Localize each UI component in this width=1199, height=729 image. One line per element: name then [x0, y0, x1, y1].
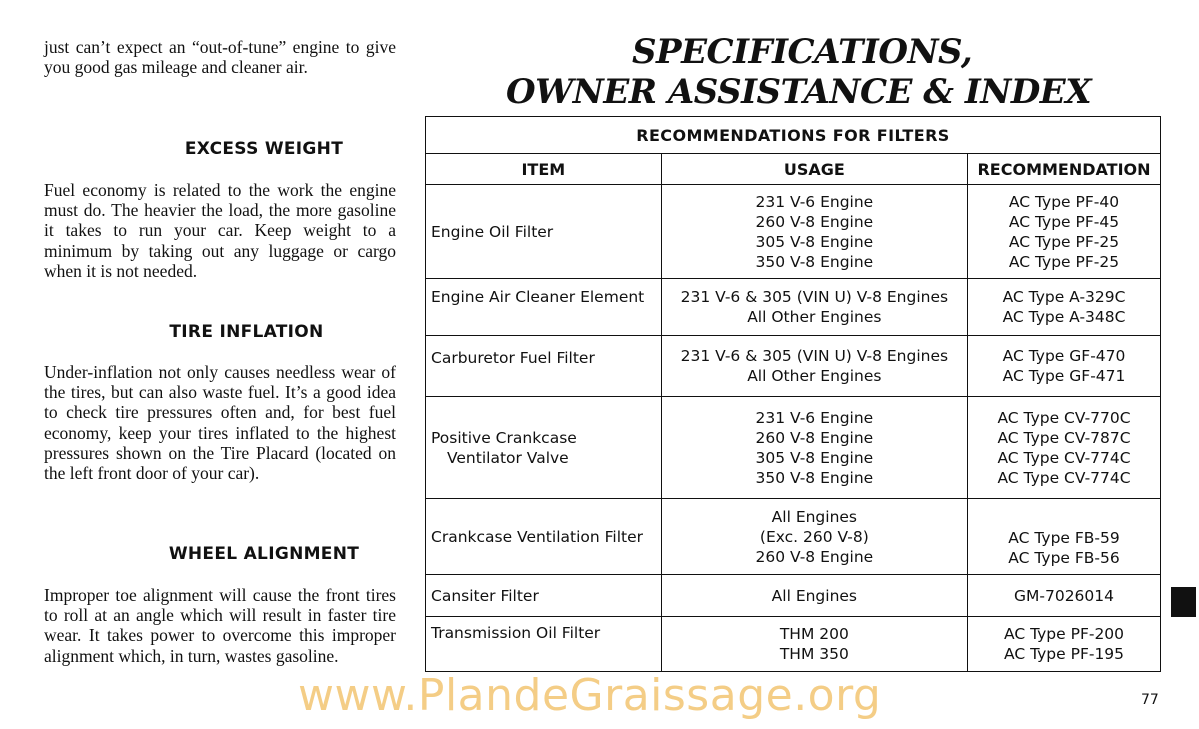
section-edge-tab — [1171, 587, 1196, 617]
usage-text: 350 V-8 Engine — [755, 252, 874, 271]
usage-text: All Engines — [771, 586, 858, 605]
table-row — [426, 575, 1161, 617]
table-row — [426, 617, 1161, 672]
watermark: www.PlandeGraissage.org — [298, 670, 882, 721]
column-header-item: ITEM — [426, 154, 662, 185]
recommendation-text: AC Type PF-25 — [1008, 252, 1120, 271]
recommendation-text: AC Type PF-25 — [1008, 232, 1120, 251]
table-caption: RECOMMENDATIONS FOR FILTERS — [426, 117, 1161, 154]
item-text: Engine Oil Filter — [431, 222, 554, 241]
recommendation-text: AC Type GF-470 — [1002, 347, 1126, 365]
heading-tire-inflation: TIRE INFLATION — [169, 322, 324, 342]
table-row — [426, 336, 1161, 397]
page-title-line-2: OWNER ASSISTANCE & INDEX — [506, 72, 1092, 112]
column-header-recommendation: RECOMMENDATION — [968, 154, 1161, 185]
paragraph-wheel-alignment: Improper toe alignment will cause the front tires to roll at an angle which will result in faster tire wear. It takes power to overcome this improper alignment which, in turn, wastes gasoline. — [44, 585, 396, 666]
recommendation-text: AC Type PF-45 — [1008, 212, 1120, 231]
item-text: Engine Air Cleaner Element — [431, 288, 645, 306]
table-row — [426, 279, 1161, 336]
item-cell — [426, 279, 662, 336]
item-text: Cansiter Filter — [431, 586, 539, 605]
usage-cell — [661, 397, 967, 499]
recommendation-text: AC Type PF-40 — [1008, 192, 1120, 211]
recommendation-cell — [968, 336, 1161, 397]
recommendation-text: AC Type PF-195 — [1003, 645, 1125, 663]
item-text: Crankcase Ventilation Filter — [431, 527, 644, 546]
paragraph-excess-weight: Fuel economy is related to the work the engine must do. The heavier the load, the more gasoline it takes to run your car. Keep weight to a minimum by taking out any luggage or cargo when it is not needed. — [44, 180, 396, 281]
intro-paragraph: just can’t expect an “out-of-tune” engine to give you good gas mileage and cleaner air. — [44, 37, 396, 78]
usage-text: THM 350 — [779, 645, 849, 663]
usage-text: THM 200 — [779, 625, 849, 643]
recommendation-cell — [968, 575, 1161, 617]
recommendation-text: AC Type FB-56 — [1008, 549, 1120, 567]
recommendation-text: AC Type CV-787C — [997, 428, 1131, 447]
usage-text: 231 V-6 & 305 (VIN U) V-8 Engines — [680, 347, 949, 365]
item-text: Carburetor Fuel Filter — [431, 349, 595, 367]
usage-text: All Other Engines — [747, 308, 882, 326]
usage-cell — [661, 499, 967, 575]
usage-text: 231 V-6 Engine — [755, 408, 874, 427]
item-cell — [426, 499, 662, 575]
usage-text: 350 V-8 Engine — [755, 468, 874, 487]
usage-text: 231 V-6 & 305 (VIN U) V-8 Engines — [680, 288, 949, 306]
usage-text: (Exc. 260 V-8) — [759, 527, 869, 546]
recommendation-cell — [968, 397, 1161, 499]
usage-cell — [661, 617, 967, 672]
recommendation-text: AC Type FB-59 — [1008, 529, 1120, 547]
heading-wheel-alignment: WHEEL ALIGNMENT — [168, 544, 360, 564]
recommendation-text: AC Type CV-774C — [997, 448, 1131, 467]
recommendation-text: AC Type CV-774C — [997, 468, 1131, 487]
page-number: 77 — [1141, 692, 1159, 708]
recommendation-cell — [968, 617, 1161, 672]
recommendation-text: AC Type PF-200 — [1003, 625, 1125, 643]
usage-cell — [661, 575, 967, 617]
usage-text: All Other Engines — [747, 367, 882, 385]
page-title-line-1: SPECIFICATIONS, — [632, 32, 973, 72]
column-header-usage: USAGE — [661, 154, 967, 185]
recommendation-cell — [968, 185, 1161, 279]
filters-table — [425, 116, 1161, 672]
usage-text: 305 V-8 Engine — [755, 232, 874, 251]
recommendation-text: AC Type A-329C — [1002, 288, 1126, 306]
item-cell — [426, 575, 662, 617]
usage-text: 260 V-8 Engine — [755, 428, 874, 447]
usage-text: 260 V-8 Engine — [755, 547, 874, 566]
item-text: Transmission Oil Filter — [431, 624, 601, 642]
table-row — [426, 185, 1161, 279]
usage-cell — [661, 336, 967, 397]
recommendation-text: AC Type CV-770C — [997, 408, 1131, 427]
item-text: Positive Crankcase — [431, 428, 577, 447]
item-cell — [426, 336, 662, 397]
usage-text: 260 V-8 Engine — [755, 212, 874, 231]
usage-text: 231 V-6 Engine — [755, 192, 874, 211]
item-cell — [426, 185, 662, 279]
recommendation-cell — [968, 499, 1161, 575]
table-row — [426, 397, 1161, 499]
recommendation-text: AC Type GF-471 — [1002, 367, 1126, 385]
recommendation-text: GM-7026014 — [1014, 586, 1115, 605]
recommendation-text: AC Type A-348C — [1002, 308, 1126, 326]
recommendation-cell — [968, 279, 1161, 336]
usage-cell — [661, 279, 967, 336]
usage-cell — [661, 185, 967, 279]
usage-text: All Engines — [771, 507, 858, 526]
item-cell — [426, 617, 662, 672]
item-text: Ventilator Valve — [447, 448, 569, 467]
heading-excess-weight: EXCESS WEIGHT — [184, 139, 344, 159]
item-cell — [426, 397, 662, 499]
paragraph-tire-inflation: Under-inflation not only causes needless wear of the tires, but can also waste fuel. It’s a good idea to check tire pressures often and, for best fuel economy, keep your tires inflated to the highest pressures shown on the Tire Placard (located on the left front door of your car). — [44, 362, 396, 484]
table-row — [426, 499, 1161, 575]
usage-text: 305 V-8 Engine — [755, 448, 874, 467]
